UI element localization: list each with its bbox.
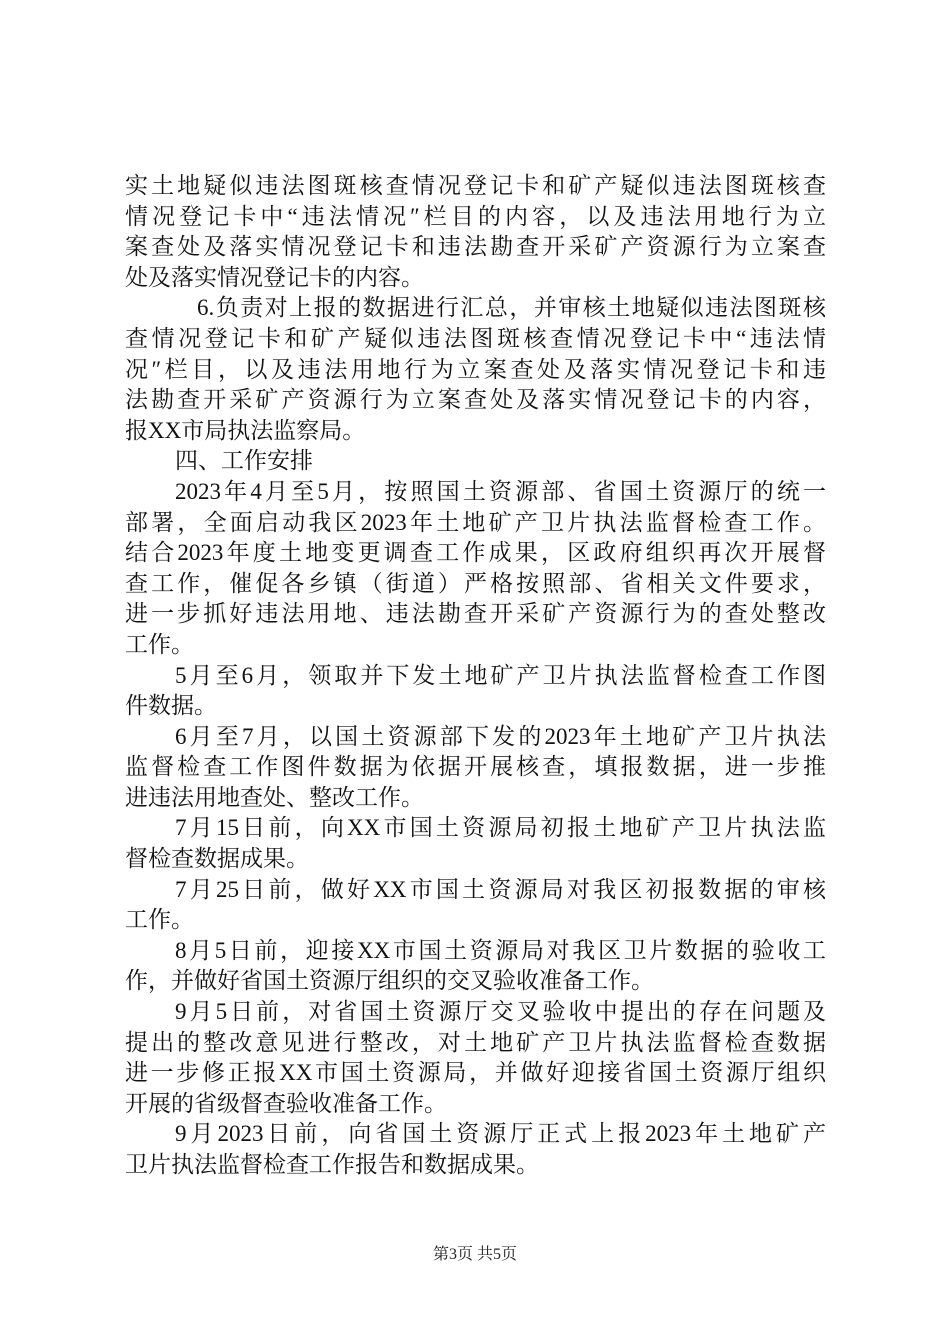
text-line: 督检查数据成果。 [125, 846, 309, 872]
paragraph-registration-cards [125, 171, 826, 293]
text-line: 6.负责对上报的数据进行汇总，并审核土地疑似违法图斑核 [197, 295, 826, 321]
paragraph-july-25 [125, 875, 826, 936]
text-line: 法勘查开采矿产资源行为立案查处及落实情况登记卡的内容， [125, 387, 826, 413]
text-line: 卫片执法监督检查工作报告和数据成果。 [125, 1152, 539, 1177]
text-line: 提出的整改意见进行整改，对土地矿产卫片执法监督检查数据 [125, 1029, 826, 1055]
text-line: 7月15日前，向XX市国土资源局初报土地矿产卫片执法监 [175, 815, 826, 841]
text-line: 查工作，催促各乡镇（街道）严格按照部、省相关文件要求， [125, 570, 826, 596]
text-line: 结合2023年度土地变更调查工作成果，区政府组织再次开展督 [125, 540, 826, 566]
text-line: 案查处及落实情况登记卡和违法勘查开采矿产资源行为立案查 [125, 234, 826, 260]
text-line: 工作。 [125, 631, 194, 657]
text-line: 况″栏目，以及违法用地行为立案查处及落实情况登记卡和违 [125, 356, 826, 382]
text-line: 进一步修正报XX市国土资源局，并做好迎接省国土资源厅组织 [125, 1060, 826, 1086]
text-line: 进违法用地查处、整改工作。 [125, 784, 424, 810]
text-line: 9月2023日前，向省国土资源厅正式上报2023年土地矿产 [175, 1121, 826, 1147]
text-line: 监督检查工作图件数据为依据开展核查，填报数据，进一步推 [125, 754, 826, 780]
text-line: 5月至6月，领取并下发土地矿产卫片执法监督检查工作图 [175, 662, 826, 688]
text-line: 查情况登记卡和矿产疑似违法图斑核查情况登记卡中“违法情 [125, 325, 826, 351]
text-line: 9月5日前，对省国土资源厅交叉验收中提出的存在问题及 [175, 999, 826, 1025]
text-line: 8月5日前，迎接XX市国土资源局对我区卫片数据的验收工 [175, 937, 826, 963]
text-line: 报XX市局执法监察局。 [125, 417, 366, 443]
section-heading-text: 四、工作安排 [175, 448, 313, 474]
text-line: 部署，全面启动我区2023年土地矿产卫片执法监督检查工作。 [125, 509, 826, 535]
text-line: 开展的省级督查验收准备工作。 [125, 1090, 447, 1116]
paragraph-april-may [125, 477, 826, 661]
body-text [125, 171, 826, 1181]
text-line: 件数据。 [125, 693, 217, 719]
text-line: 作，并做好省国土资源厅组织的交叉验收准备工作。 [125, 968, 654, 994]
paragraph-september-5 [125, 997, 826, 1119]
section-heading [125, 446, 826, 477]
text-line: 处及落实情况登记卡的内容。 [125, 264, 424, 290]
paragraph-july-15 [125, 813, 826, 874]
paragraph-item-6 [125, 293, 826, 446]
text-line: 情况登记卡中“违法情况″栏目的内容，以及违法用地行为立 [125, 203, 826, 229]
text-line: 实土地疑似违法图斑核查情况登记卡和矿产疑似违法图斑核查 [125, 173, 826, 198]
text-line: 工作。 [125, 907, 194, 933]
paragraph-june-july [125, 722, 826, 814]
text-line: 2023年4月至5月，按照国土资源部、省国土资源厅的统一 [175, 478, 826, 504]
paragraph-may-june [125, 661, 826, 722]
paragraph-august-5 [125, 936, 826, 997]
text-line: 进一步抓好违法用地、违法勘查开采矿产资源行为的查处整改 [125, 601, 826, 627]
text-line: 7月25日前，做好XX市国土资源局对我区初报数据的审核 [175, 876, 826, 902]
page-number-footer: 第3页 共5页 [432, 1246, 517, 1263]
paragraph-september-final [125, 1119, 826, 1180]
text-line: 6月至7月，以国土资源部下发的2023年土地矿产卫片执法 [175, 723, 826, 749]
